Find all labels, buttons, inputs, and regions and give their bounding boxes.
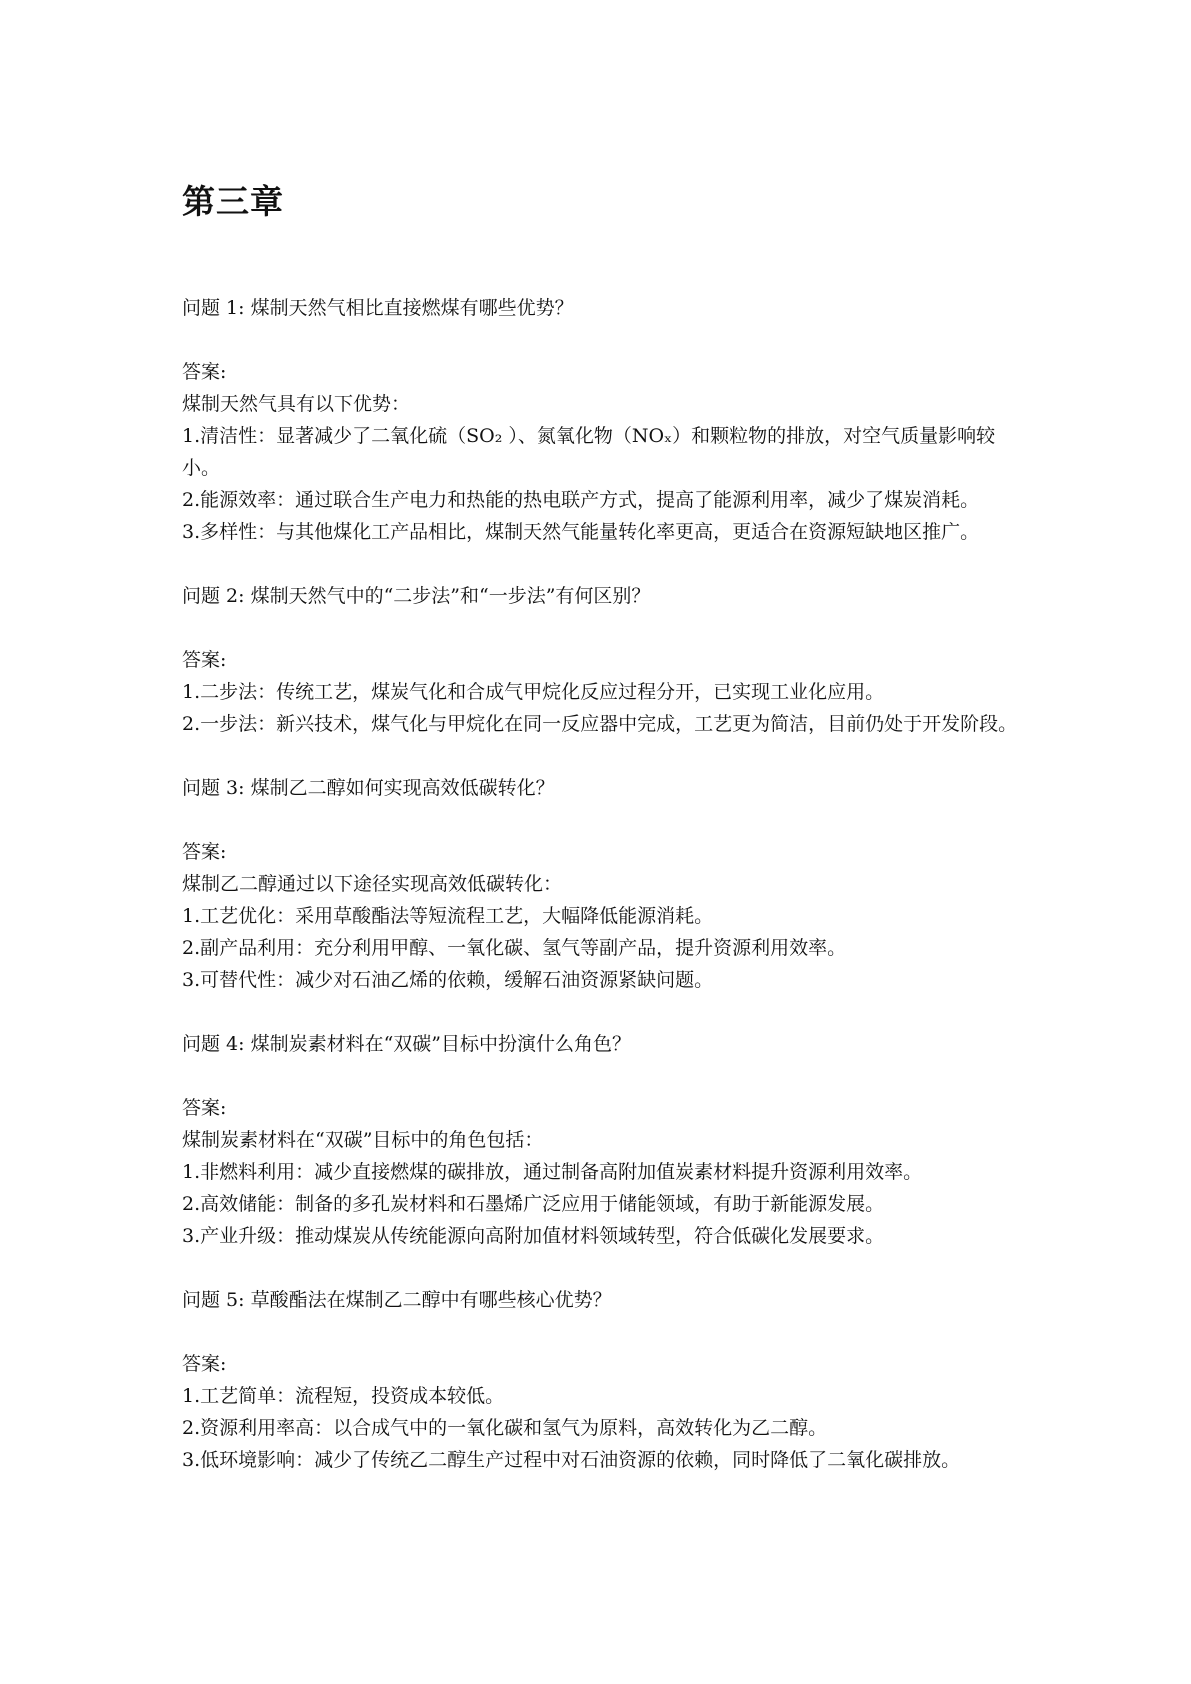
question-text: 煤制天然气相比直接燃煤有哪些优势？: [250, 297, 574, 319]
qa-block-4: [182, 1028, 1022, 1252]
question-5: [182, 1284, 1022, 1316]
question-text: 煤制炭素材料在“双碳”目标中扮演什么角色？: [250, 1033, 632, 1055]
answer-point: 1.非燃料利用：减少直接燃煤的碳排放，通过制备高附加值炭素材料提升资源利用效率。: [182, 1161, 923, 1183]
question-2: [182, 580, 1022, 612]
answer-label: 答案:: [182, 1097, 227, 1119]
question-prefix: 问题 4:: [182, 1033, 245, 1055]
answer-label: 答案:: [182, 841, 227, 863]
qa-content: [182, 292, 1022, 1508]
question-prefix: 问题 3:: [182, 777, 245, 799]
answer-point: 2.资源利用率高：以合成气中的一氧化碳和氢气为原料，高效转化为乙二醇。: [182, 1417, 828, 1439]
answer-point: 1.工艺简单：流程短，投资成本较低。: [182, 1385, 505, 1407]
answer-point: 2.高效储能：制备的多孔炭材料和石墨烯广泛应用于储能领域，有助于新能源发展。: [182, 1193, 885, 1215]
answer-point: 2.副产品利用：充分利用甲醇、一氧化碳、氢气等副产品，提升资源利用效率。: [182, 937, 847, 959]
answer-label: 答案:: [182, 361, 227, 383]
question-prefix: 问题 2:: [182, 585, 245, 607]
question-prefix: 问题 1:: [182, 297, 245, 319]
answer-intro: 煤制乙二醇通过以下途径实现高效低碳转化：: [182, 873, 563, 895]
question-1: [182, 292, 1022, 324]
answer-label: 答案:: [182, 649, 227, 671]
question-prefix: 问题 5:: [182, 1289, 245, 1311]
answer-point: 1.工艺优化：采用草酸酯法等短流程工艺，大幅降低能源消耗。: [182, 905, 714, 927]
question-text: 草酸酯法在煤制乙二醇中有哪些核心优势？: [250, 1289, 612, 1311]
question-text: 煤制乙二醇如何实现高效低碳转化？: [250, 777, 555, 799]
answer-point: 1.清洁性：显著减少了二氧化硫（SO₂ ）、氮氧化物（NOₓ）和颗粒物的排放，对空气质量影响较小。: [182, 425, 996, 479]
qa-block-3: [182, 772, 1022, 996]
answer-point: 2.能源效率：通过联合生产电力和热能的热电联产方式，提高了能源利用率，减少了煤炭消耗。: [182, 489, 980, 511]
answer-point: 1.二步法：传统工艺，煤炭气化和合成气甲烷化反应过程分开，已实现工业化应用。: [182, 681, 885, 703]
qa-block-1: [182, 292, 1022, 548]
question-text: 煤制天然气中的“二步法”和“一步法”有何区别？: [250, 585, 651, 607]
answer-intro: 煤制天然气具有以下优势：: [182, 393, 411, 415]
chapter-title: 第三章: [182, 182, 284, 221]
answer-point: 3.多样性：与其他煤化工产品相比，煤制天然气能量转化率更高，更适合在资源短缺地区推广。: [182, 521, 980, 543]
qa-block-5: [182, 1284, 1022, 1476]
answer-label: 答案:: [182, 1353, 227, 1375]
answer-point: 3.低环境影响：减少了传统乙二醇生产过程中对石油资源的依赖，同时降低了二氧化碳排放。: [182, 1449, 961, 1471]
qa-block-2: [182, 580, 1022, 740]
answer-point: 2.一步法：新兴技术，煤气化与甲烷化在同一反应器中完成，工艺更为简洁，目前仍处于开发阶段。: [182, 713, 1018, 735]
answer-intro: 煤制炭素材料在“双碳”目标中的角色包括：: [182, 1129, 544, 1151]
answer-point: 3.产业升级：推动煤炭从传统能源向高附加值材料领域转型，符合低碳化发展要求。: [182, 1225, 885, 1247]
answer-point: 3.可替代性：减少对石油乙烯的依赖，缓解石油资源紧缺问题。: [182, 969, 714, 991]
question-3: [182, 772, 1022, 804]
question-4: [182, 1028, 1022, 1060]
